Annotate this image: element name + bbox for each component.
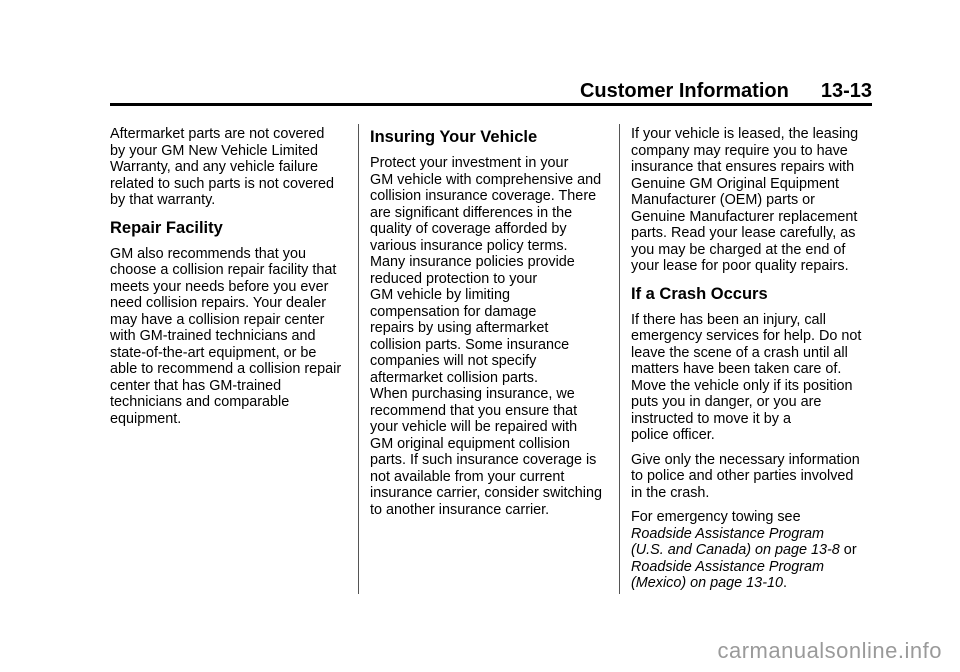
- text-line: your lease for poor quality repairs.: [631, 258, 849, 274]
- aftermarket-paragraph: [110, 126, 350, 209]
- text-line: able to recommend a collision repair: [110, 361, 342, 377]
- text-line: may have a collision repair center: [110, 311, 325, 328]
- text-line: center that has GM-trained: [110, 377, 282, 394]
- text-line: Warranty, and any vehicle failure: [110, 159, 318, 175]
- text-line: compensation for damage: [370, 303, 537, 320]
- insuring-paragraph-1: [370, 155, 612, 386]
- text-line: aftermarket collision parts.: [370, 369, 538, 386]
- text-line: Aftermarket parts are not covered: [110, 126, 325, 142]
- text-line: police officer.: [631, 427, 715, 443]
- lease-paragraph: [631, 126, 875, 275]
- header-rule: [110, 103, 872, 106]
- text-line: not available from your current: [370, 468, 565, 485]
- text-line: If your vehicle is leased, the leasing: [631, 126, 859, 142]
- text-line: meets your needs before you ever: [110, 278, 329, 295]
- text-line: GM also recommends that you: [110, 245, 306, 262]
- text-line: GM vehicle with comprehensive and: [370, 171, 602, 188]
- repair-facility-paragraph: [110, 246, 350, 428]
- text-line: insurance that ensures repairs with: [631, 159, 855, 175]
- text-line: puts you in danger, or you are: [631, 394, 822, 410]
- column-2: [370, 126, 612, 526]
- text-line: leave the scene of a crash until all: [631, 344, 848, 361]
- text-line: by your GM New Vehicle Limited: [110, 142, 318, 159]
- column-divider-2: [619, 124, 620, 594]
- text-line: Manufacturer (OEM) parts or: [631, 192, 815, 208]
- column-3: [631, 126, 875, 600]
- text-line: in the crash.: [631, 484, 710, 501]
- text-line: emergency services for help. Do not: [631, 328, 862, 344]
- text-line: Move the vehicle only if its position: [631, 377, 853, 394]
- text-line: state-of-the-art equipment, or be: [110, 344, 317, 361]
- text-line: GM vehicle by limiting: [370, 287, 510, 303]
- text-line: with GM-trained technicians and: [110, 328, 316, 344]
- text-line: you may be charged at the end of: [631, 241, 846, 258]
- heading-repair-facility: Repair Facility: [110, 218, 223, 237]
- text-line: When purchasing insurance, we: [370, 386, 575, 402]
- heading-insuring-your-vehicle: Insuring Your Vehicle: [370, 128, 538, 146]
- roadside-mexico-link-line-1[interactable]: Roadside Assistance Program: [631, 558, 825, 575]
- or-text: or: [839, 542, 857, 558]
- text-line: insurance carrier, consider switching: [370, 485, 602, 501]
- watermark: carmanualsonline.info: [717, 638, 942, 663]
- section-title: Customer Information: [579, 80, 789, 102]
- period-text: .: [783, 575, 787, 591]
- text-line: For emergency towing see: [631, 509, 801, 525]
- text-line: are significant differences in the: [370, 204, 573, 221]
- crash-paragraph-1: [631, 312, 875, 444]
- page-number: 13-13: [820, 80, 872, 102]
- text-line: collision parts. Some insurance: [370, 336, 570, 353]
- text-line: Many insurance policies provide: [370, 254, 575, 270]
- text-line: Protect your investment in your: [370, 155, 569, 171]
- text-line: company may require you to have: [631, 142, 848, 159]
- text-line: related to such parts is not covered: [110, 175, 334, 192]
- text-line: [631, 542, 875, 559]
- column-divider-1: [358, 124, 359, 594]
- text-line: repairs by using aftermarket: [370, 320, 549, 336]
- text-line: by that warranty.: [110, 192, 216, 208]
- text-line: instructed to move it by a: [631, 410, 791, 427]
- column-1: [110, 126, 350, 435]
- text-line: various insurance policy terms.: [370, 237, 568, 254]
- text-line: collision insurance coverage. There: [370, 188, 597, 204]
- text-line: parts. Read your lease carefully, as: [631, 225, 856, 241]
- text-line: [631, 575, 875, 592]
- text-line: technicians and comparable: [110, 394, 290, 410]
- text-line: parts. If such insurance coverage is: [370, 452, 597, 468]
- text-line: to another insurance carrier.: [370, 501, 550, 518]
- text-line: Genuine Manufacturer replacement: [631, 208, 858, 225]
- text-line: choose a collision repair facility that: [110, 262, 337, 278]
- page-header: [110, 80, 872, 102]
- text-line: companies will not specify: [370, 353, 537, 369]
- roadside-mexico-link-line-2[interactable]: (Mexico) on page 13-10: [631, 575, 783, 591]
- text-line: quality of coverage afforded by: [370, 221, 567, 237]
- heading-if-a-crash-occurs: If a Crash Occurs: [631, 284, 768, 303]
- towing-paragraph: [631, 509, 875, 592]
- text-line: matters have been taken care of.: [631, 361, 842, 377]
- text-line: equipment.: [110, 410, 182, 427]
- roadside-us-link-line-1[interactable]: Roadside Assistance Program: [631, 525, 825, 542]
- text-line: reduced protection to your: [370, 270, 538, 287]
- text-line: GM original equipment collision: [370, 435, 570, 452]
- insuring-paragraph-2: [370, 386, 612, 518]
- text-line: recommend that you ensure that: [370, 402, 578, 419]
- text-line: Genuine GM Original Equipment: [631, 175, 839, 192]
- text-line: If there has been an injury, call: [631, 311, 826, 328]
- text-line: Give only the necessary information: [631, 451, 860, 468]
- text-line: your vehicle will be repaired with: [370, 419, 578, 435]
- text-line: need collision repairs. Your dealer: [110, 295, 326, 311]
- text-line: to police and other parties involved: [631, 468, 854, 484]
- roadside-us-link-line-2[interactable]: (U.S. and Canada) on page 13-8: [631, 542, 840, 558]
- crash-paragraph-2: [631, 452, 875, 502]
